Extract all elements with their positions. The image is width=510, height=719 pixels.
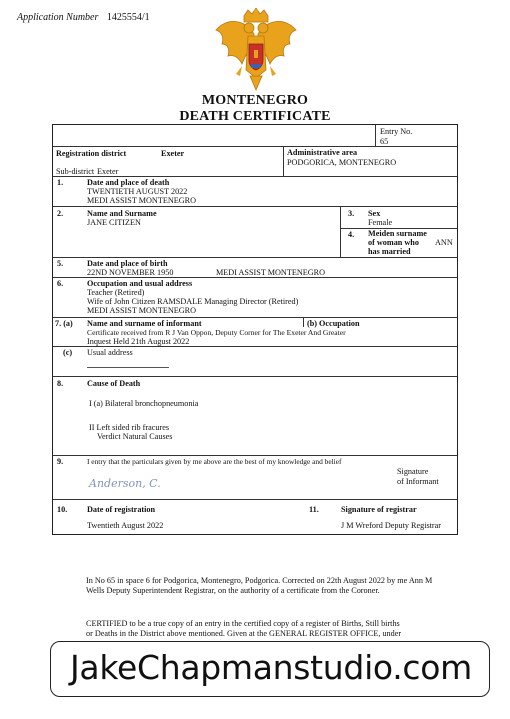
field-5-number: 5. xyxy=(57,259,64,268)
application-number-label: Application Number xyxy=(17,12,99,23)
application-number-value: 1425554/1 xyxy=(106,12,150,23)
correction-note-line-2: Wells Deputy Superintendent Registrar, on the authority of a certificate from the Coroner. xyxy=(86,586,380,595)
column-divider xyxy=(283,146,284,176)
row-line xyxy=(53,376,457,377)
field-10-number: 10. xyxy=(57,505,68,514)
row-line xyxy=(53,317,457,318)
watermark-banner xyxy=(50,641,490,697)
field-4-label-1: Meiden surname xyxy=(368,229,427,238)
field-3-number: 3. xyxy=(348,209,355,218)
field-2-label: Name and Surname xyxy=(87,209,157,218)
cause-of-death-2: II Left sided rib fracures xyxy=(89,423,170,432)
field-1-label: Date and place of death xyxy=(87,178,170,187)
column-divider xyxy=(303,317,304,327)
deceased-name: JANE CITIZEN xyxy=(87,218,141,227)
occupation-line-1: Teacher (Retired) xyxy=(87,288,145,297)
verdict: Verdict Natural Causes xyxy=(97,432,173,441)
maiden-surname-value: ANN xyxy=(435,238,453,247)
field-11-label: Signature of registrar xyxy=(341,505,417,514)
informant-signature-label-1: Signature xyxy=(397,467,429,476)
birth-place: MEDI ASSIST MONTENEGRO xyxy=(216,268,326,277)
administrative-area-value: PODGORICA, MONTENEGRO xyxy=(287,158,397,167)
row-line xyxy=(53,146,457,147)
field-7c-number: (c) xyxy=(63,348,73,357)
field-4-number: 4. xyxy=(348,230,355,239)
field-5-label: Date and place of birth xyxy=(87,259,168,268)
certification-line-2: or Deaths in the District above mentioned. Given at the GENERAL REGISTER OFFICE, under xyxy=(86,629,402,638)
row-line xyxy=(53,257,457,258)
declaration-text: I entry that the particulars given by me above are the best of my knowledge and belief xyxy=(87,457,342,466)
entry-value: 65 xyxy=(380,137,389,146)
row-line xyxy=(53,206,457,207)
informant-occupation-label: (b) Occupation xyxy=(307,319,360,328)
field-8-number: 8. xyxy=(57,379,64,388)
watermark-text: JakeChapmanstudio.com xyxy=(69,648,473,687)
cause-of-death-1: I (a) Bilateral bronchopneumonia xyxy=(89,399,199,408)
informant-line-1: Certificate received from R J Van Oppon, Deputy Corner for The Exeter And Greater xyxy=(87,328,346,337)
birth-date: 22ND NOVEMBER 1950 xyxy=(87,268,174,277)
field-7-label: Name and surname of informant xyxy=(87,319,202,328)
occupation-line-2: Wife of John Citizen RAMSDALE Managing Director (Retired) xyxy=(87,297,299,306)
field-4-label-2: of woman who xyxy=(368,238,419,247)
field-4-label-3: has married xyxy=(368,247,411,256)
field-8-label: Cause of Death xyxy=(87,379,141,388)
death-date: TWENTIETH AUGUST 2022 xyxy=(87,187,188,196)
registration-district-value: Exeter xyxy=(161,149,185,158)
informant-line-2: Inquest Held 21th August 2022 xyxy=(87,337,190,346)
death-place: MEDI ASSIST MONTENEGRO xyxy=(87,196,197,205)
usual-address-label: Usual address xyxy=(87,348,133,357)
informant-signature: Anderson, C. xyxy=(89,477,161,490)
field-1-number: 1. xyxy=(57,178,64,187)
country-heading: MONTENEGRO xyxy=(201,93,309,108)
registrar-signature: J M Wreford Deputy Registrar xyxy=(341,521,442,530)
sub-district-label: Sub-district xyxy=(56,167,95,176)
field-11-number: 11. xyxy=(309,505,319,514)
informant-signature-label-2: of Informant xyxy=(397,477,439,486)
field-3-label: Sex xyxy=(368,209,381,218)
entry-divider xyxy=(375,125,376,147)
administrative-area-label: Administrative area xyxy=(287,148,358,157)
certificate-table xyxy=(52,124,458,535)
field-2-number: 2. xyxy=(57,209,64,218)
field-10-label: Date of registration xyxy=(87,505,156,514)
registration-district-label: Registration district xyxy=(56,149,127,158)
occupation-line-3: MEDI ASSIST MONTENEGRO xyxy=(87,306,197,315)
usual-address-line xyxy=(87,367,169,368)
field-6-label: Occupation and usual address xyxy=(87,279,193,288)
entry-label: Entry No. xyxy=(380,127,413,136)
registration-date: Twentieth August 2022 xyxy=(87,521,164,530)
correction-note-line-1: In No 65 in space 6 for Podgorica, Montenegro, Podgorica. Corrected on 22th August 2022 by me Ann M xyxy=(86,576,433,585)
certification-line-1: CERTIFIED to be a true copy of an entry in the certified copy of a register of Births, Still births xyxy=(86,619,400,628)
row-line xyxy=(53,455,457,456)
document-title: DEATH CERTIFICATE xyxy=(179,109,331,124)
field-9-number: 9. xyxy=(57,457,64,466)
field-6-number: 6. xyxy=(57,279,64,288)
row-line xyxy=(53,499,457,500)
sex-value: Female xyxy=(368,218,393,227)
application-number xyxy=(17,12,150,23)
sub-district-value: Exeter xyxy=(97,167,119,176)
field-7-number: 7. (a) xyxy=(55,319,73,328)
montenegro-coat-of-arms xyxy=(214,8,298,94)
column-divider xyxy=(340,206,341,257)
